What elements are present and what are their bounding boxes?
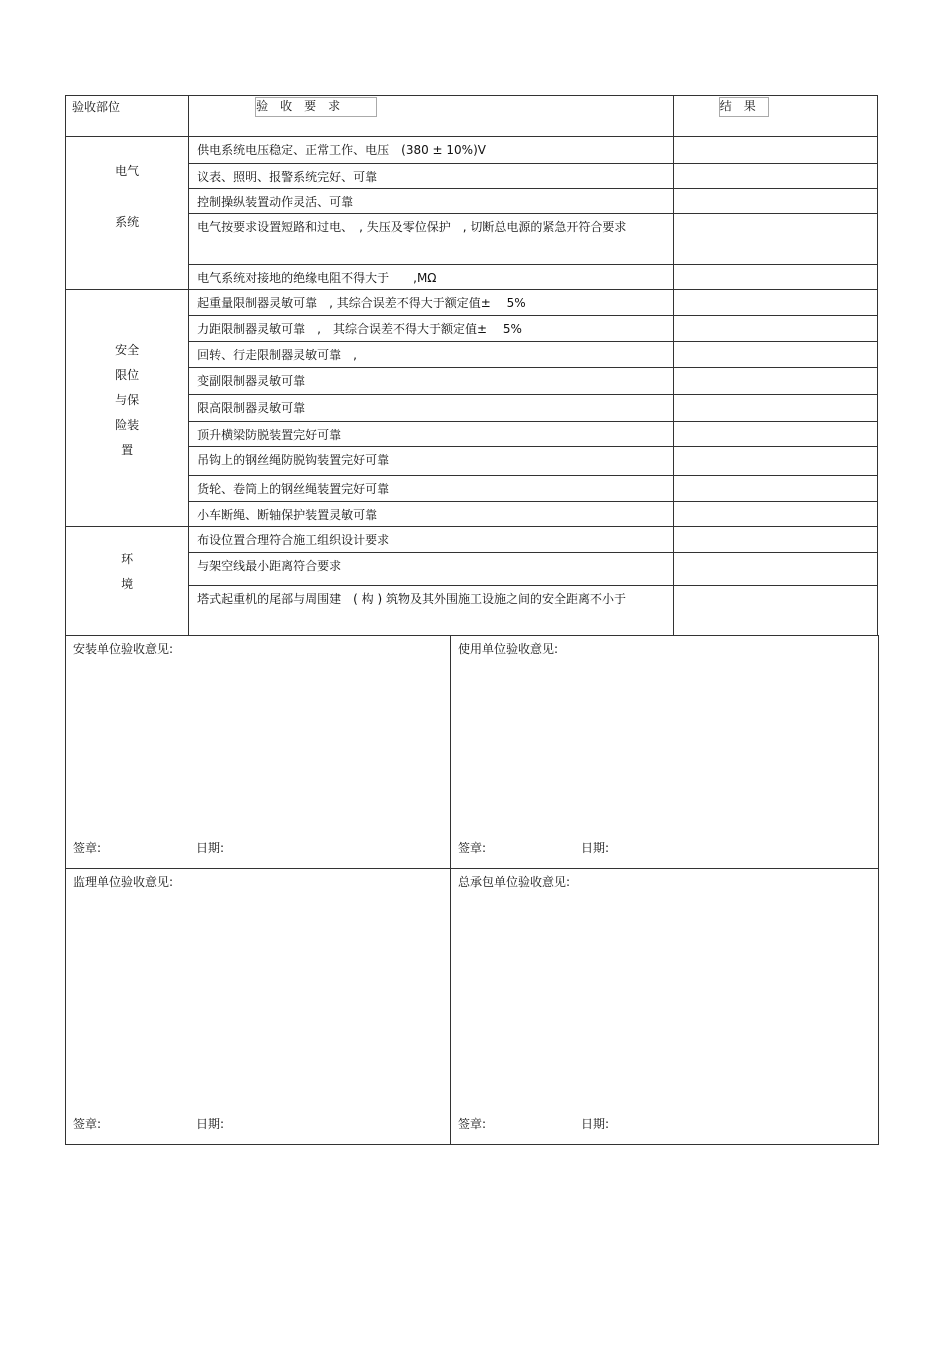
- requirement-item: 回转、行走限制器灵敏可靠 ,: [189, 342, 674, 368]
- result-cell[interactable]: [673, 553, 877, 586]
- general-contractor-opinion-cell[interactable]: [451, 869, 879, 1145]
- result-cell[interactable]: [673, 214, 877, 265]
- sign-label: 签章:: [73, 1117, 102, 1131]
- table-row: [66, 527, 878, 553]
- user-opinion-cell[interactable]: [451, 636, 879, 869]
- requirement-item: 变副限制器灵敏可靠: [189, 368, 674, 395]
- result-cell[interactable]: [673, 316, 877, 342]
- sign-label: 签章:: [458, 1117, 487, 1131]
- requirement-header-label: 验 收 要 求: [255, 97, 377, 117]
- group-label: 险装: [115, 418, 140, 432]
- requirement-item: 限高限制器灵敏可靠: [189, 395, 674, 422]
- user-opinion-label: 使用单位验收意见:: [458, 642, 559, 656]
- header-row: [66, 96, 878, 137]
- result-cell[interactable]: [673, 395, 877, 422]
- result-cell[interactable]: [673, 189, 877, 214]
- group-label: 环: [121, 552, 134, 566]
- result-cell[interactable]: [673, 422, 877, 447]
- group-label: 电气: [115, 164, 140, 178]
- result-cell[interactable]: [673, 586, 877, 636]
- group-label: 境: [121, 577, 134, 591]
- requirement-item: 布设位置合理符合施工组织设计要求: [189, 527, 674, 553]
- sign-label: 签章:: [73, 841, 102, 855]
- result-cell[interactable]: [673, 137, 877, 164]
- supervisor-opinion-label: 监理单位验收意见:: [73, 875, 174, 889]
- date-label: 日期:: [196, 1117, 225, 1131]
- group-label: 系统: [115, 215, 140, 229]
- requirement-header: [189, 96, 674, 137]
- sign-label: 签章:: [458, 841, 487, 855]
- table-row: [66, 290, 878, 316]
- group-label: 置: [121, 443, 134, 457]
- result-cell[interactable]: [673, 447, 877, 476]
- date-label: 日期:: [581, 841, 610, 855]
- requirement-item: 电气按要求设置短路和过电、 , 失压及零位保护 , 切断总电源的紧急开符合要求: [189, 214, 674, 265]
- part-header: 验收部位: [66, 96, 189, 137]
- group-electrical: [66, 137, 189, 290]
- group-label: 与保: [115, 393, 140, 407]
- acceptance-form: [65, 95, 878, 1145]
- requirements-table: [65, 95, 878, 636]
- requirement-item: 塔式起重机的尾部与周围建 ( 构 ) 筑物及其外围施工设施之间的安全距离不小于: [189, 586, 674, 636]
- result-header-label: 结 果: [719, 97, 769, 117]
- result-header: [673, 96, 877, 137]
- requirement-item: 货轮、卷筒上的钢丝绳装置完好可靠: [189, 476, 674, 502]
- requirement-item: 控制操纵装置动作灵活、可靠: [189, 189, 674, 214]
- requirement-item: 电气系统对接地的绝缘电阻不得大于 ,MΩ: [189, 265, 674, 290]
- requirement-item: 力距限制器灵敏可靠 , 其综合误差不得大于额定值± 5%: [189, 316, 674, 342]
- requirement-item: 供电系统电压稳定、正常工作、电压 (380 ± 10%)V: [189, 137, 674, 164]
- table-row: [66, 636, 879, 869]
- result-cell[interactable]: [673, 476, 877, 502]
- requirement-item: 顶升横梁防脱装置完好可靠: [189, 422, 674, 447]
- result-cell[interactable]: [673, 368, 877, 395]
- requirement-item: 小车断绳、断轴保护装置灵敏可靠: [189, 502, 674, 527]
- requirement-item: 与架空线最小距离符合要求: [189, 553, 674, 586]
- group-label: 限位: [115, 368, 140, 382]
- general-contractor-opinion-label: 总承包单位验收意见:: [458, 875, 571, 889]
- requirement-item: 议表、照明、报警系统完好、可靠: [189, 164, 674, 189]
- install-opinion-cell[interactable]: [66, 636, 451, 869]
- requirement-item: 起重量限制器灵敏可靠 , 其综合误差不得大于额定值± 5%: [189, 290, 674, 316]
- result-cell[interactable]: [673, 265, 877, 290]
- requirement-item: 吊钩上的钢丝绳防脱钩装置完好可靠: [189, 447, 674, 476]
- result-cell[interactable]: [673, 502, 877, 527]
- date-label: 日期:: [581, 1117, 610, 1131]
- result-cell[interactable]: [673, 342, 877, 368]
- table-row: [66, 869, 879, 1145]
- opinions-table: [65, 635, 879, 1145]
- group-environment: [66, 527, 189, 636]
- supervisor-opinion-cell[interactable]: [66, 869, 451, 1145]
- table-row: [66, 137, 878, 164]
- group-label: 安全: [115, 343, 140, 357]
- group-safety: [66, 290, 189, 527]
- result-cell[interactable]: [673, 164, 877, 189]
- date-label: 日期:: [196, 841, 225, 855]
- install-opinion-label: 安装单位验收意见:: [73, 642, 174, 656]
- result-cell[interactable]: [673, 527, 877, 553]
- result-cell[interactable]: [673, 290, 877, 316]
